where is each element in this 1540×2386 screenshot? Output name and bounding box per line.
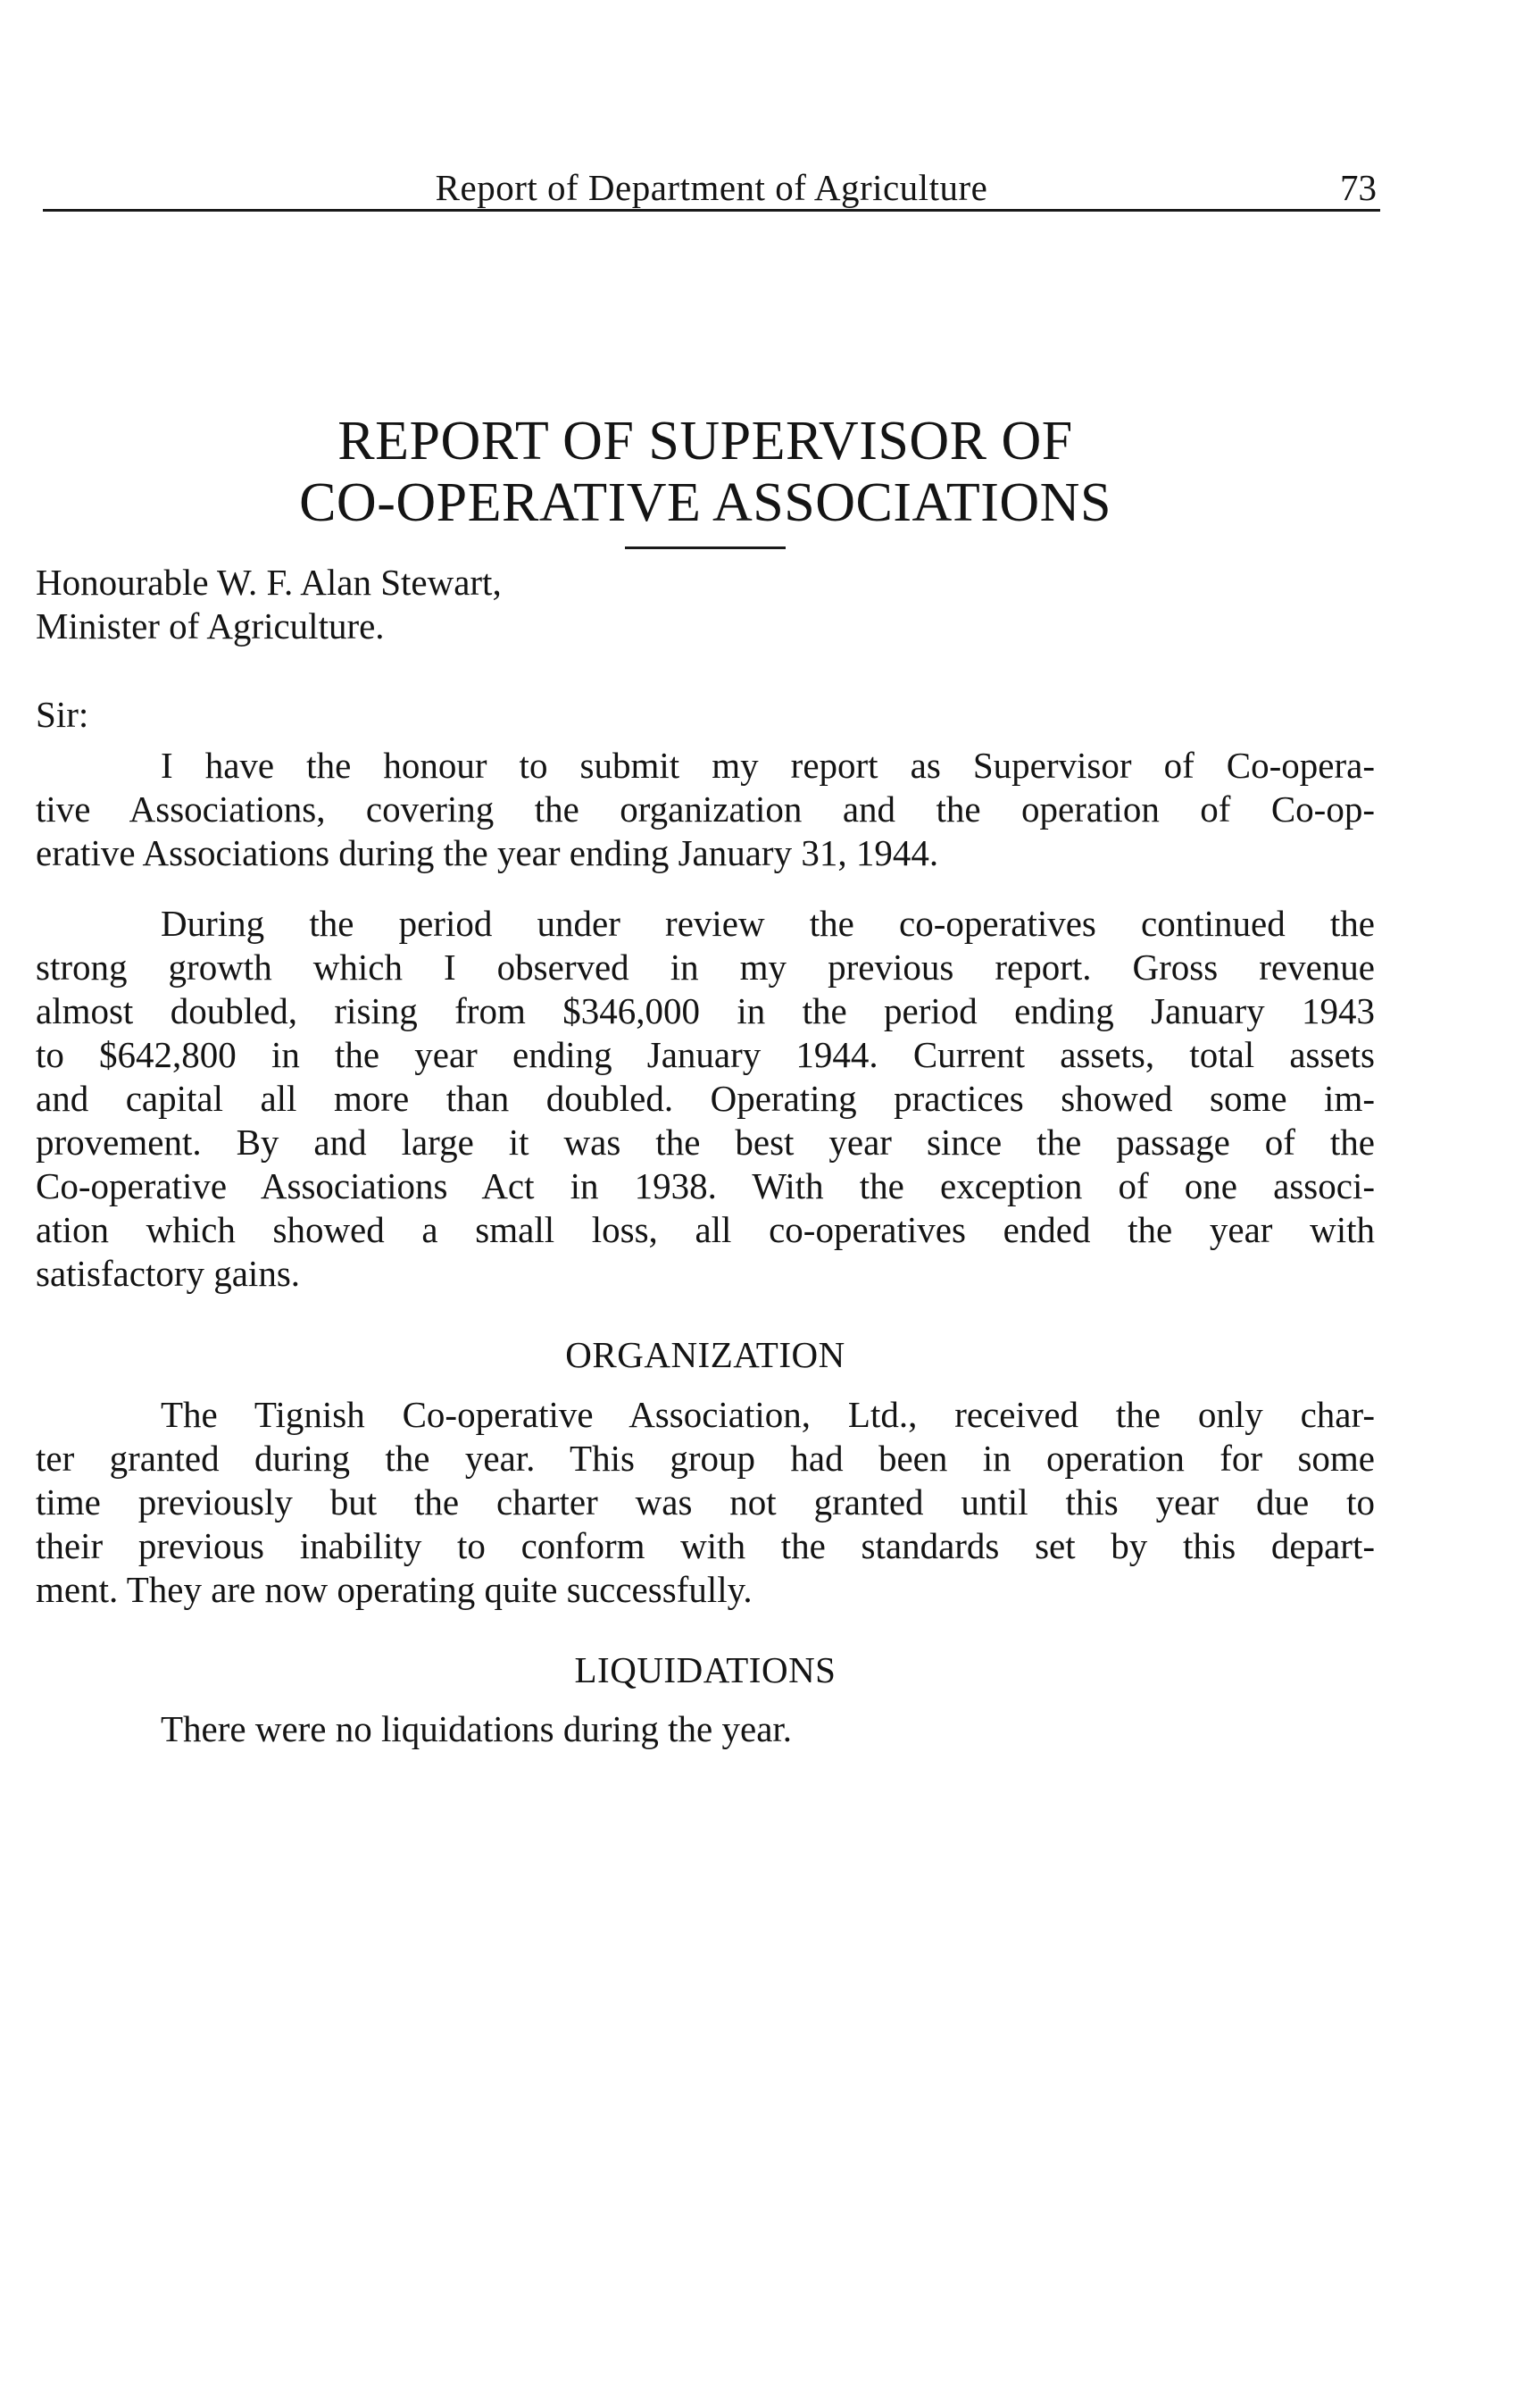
paragraph-line: their previous inability to conform with the standards set by this depart- [36, 1525, 1375, 1566]
paragraph-line: and capital all more than doubled. Operating practices showed some im- [36, 1078, 1375, 1119]
paragraph-line: almost doubled, rising from $346,000 in the period ending January 1943 [36, 990, 1375, 1031]
running-title: Report of Department of Agriculture [435, 167, 988, 208]
paragraph-line: to $642,800 in the year ending January 1944. Current assets, total assets [36, 1034, 1375, 1075]
paragraph-line: ment. They are now operating quite successfully. [36, 1569, 753, 1610]
liquidations-paragraph [36, 1707, 1375, 1751]
page-number: 73 [1340, 167, 1377, 208]
addressee-name: Honourable W. F. Alan Stewart, [36, 562, 502, 603]
organization-paragraph [36, 1393, 1375, 1612]
paragraph-line: strong growth which I observed in my previous report. Gross revenue [36, 947, 1375, 988]
page-title-line-2: CO-OPERATIVE ASSOCIATIONS [299, 472, 1111, 533]
paragraph-line: There were no liquidations during the year. [161, 1708, 793, 1749]
section-heading-organization: ORGANIZATION [565, 1334, 845, 1375]
addressee-title: Minister of Agriculture. [36, 605, 385, 647]
paragraph-line: During the period under review the co-operatives continued the [161, 903, 1375, 944]
title-divider [625, 546, 786, 549]
paragraph-line: ation which showed a small loss, all co-operatives ended the year with [36, 1209, 1375, 1250]
paragraph-line: I have the honour to submit my report as Supervisor of Co-opera- [161, 745, 1375, 786]
page-title-line-1: REPORT OF SUPERVISOR OF [337, 411, 1073, 471]
addressee-block [36, 561, 502, 648]
review-paragraph [36, 902, 1375, 1296]
paragraph-line: time previously but the charter was not granted until this year due to [36, 1481, 1375, 1523]
paragraph-line: erative Associations during the year ending January 31, 1944. [36, 832, 939, 873]
running-header [43, 154, 1380, 212]
paragraph-line: ter granted during the year. This group had been in operation for some [36, 1438, 1375, 1479]
paragraph-line: provement. By and large it was the best year since the passage of the [36, 1122, 1375, 1163]
intro-paragraph [36, 744, 1375, 875]
paragraph-line: tive Associations, covering the organization and the operation of Co-op- [36, 788, 1375, 830]
salutation: Sir: [36, 694, 89, 735]
paragraph-line: satisfactory gains. [36, 1253, 301, 1294]
page-title [0, 411, 1411, 534]
paragraph-line: Co-operative Associations Act in 1938. With the exception of one associ- [36, 1165, 1375, 1206]
paragraph-line: The Tignish Co-operative Association, Ltd., received the only char- [161, 1394, 1375, 1435]
section-heading-liquidations: LIQUIDATIONS [574, 1649, 837, 1690]
